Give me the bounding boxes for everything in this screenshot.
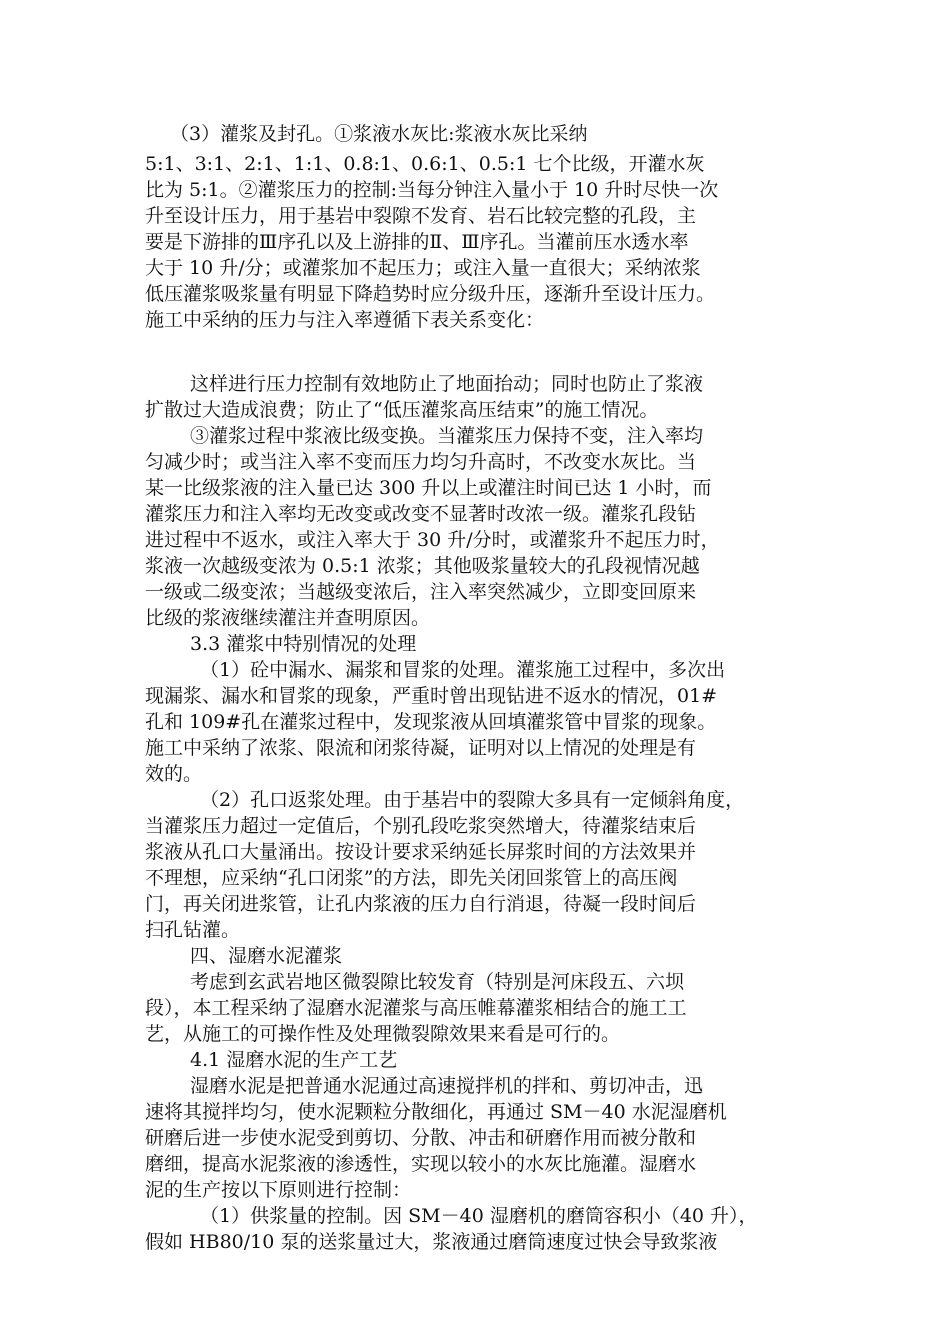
paragraph-line: 假如 HB80/10 泵的送浆量过大，浆液通过磨筒速度过快会导致浆液 [145, 1231, 718, 1253]
paragraph-line: （1）砼中漏水、漏浆和冒浆的处理。灌浆施工过程中，多次出 [200, 659, 726, 681]
paragraph-line: 浆液一次越级变浓为 0.5:1 浓浆；其他吸浆量较大的孔段视情况越 [145, 555, 700, 577]
paragraph-line: 扩散过大造成浪费；防止了“低压灌浆高压结束”的施工情况。 [145, 399, 659, 421]
paragraph-line: 湿磨水泥是把普通水泥通过高速搅拌机的拌和、剪切冲击，迅 [190, 1075, 704, 1097]
section-heading: 4.1 湿磨水泥的生产工艺 [190, 1049, 398, 1071]
paragraph-line: 段），本工程采纳了湿磨水泥灌浆与高压帷幕灌浆相结合的施工工 [145, 997, 687, 1019]
paragraph-line: 要是下游排的Ⅲ序孔以及上游排的Ⅱ、Ⅲ序孔。当灌前压水透水率 [145, 231, 689, 253]
paragraph-line: 这样进行压力控制有效地防止了地面抬动；同时也防止了浆液 [190, 373, 704, 395]
paragraph-line: 速将其搅拌均匀，使水泥颗粒分散细化，再通过 SM－40 水泥湿磨机 [145, 1101, 727, 1123]
paragraph-line: ③灌浆过程中浆液比级变换。当灌浆压力保持不变，注入率均 [190, 425, 704, 447]
paragraph-line: （2）孔口返浆处理。由于基岩中的裂隙大多具有一定倾斜角度， [200, 789, 745, 811]
paragraph-line: 5:1、3:1、2:1、1:1、0.8:1、0.6:1、0.5:1 七个比级，开灌水灰 [145, 153, 705, 175]
paragraph-line: 泥的生产按以下原则进行控制： [145, 1179, 412, 1201]
paragraph-line: 大于 10 升/分；或灌浆加不起压力；或注入量一直很大；采纳浓浆 [145, 257, 701, 279]
paragraph-line: 扫孔钻灌。 [145, 919, 241, 941]
paragraph-line: 门，再关闭进浆管，让孔内浆液的压力自行消退，待凝一段时间后 [145, 893, 697, 915]
paragraph-line: 孔和 109#孔在灌浆过程中，发现浆液从回填灌浆管中冒浆的现象。 [145, 711, 717, 733]
paragraph-line: 低压灌浆吸浆量有明显下降趋势时应分级升压，逐渐升至设计压力。 [145, 283, 716, 305]
paragraph-grouting-sealing-line: （3）灌浆及封孔。①浆液水灰比:浆液水灰比采纳 [170, 123, 588, 145]
paragraph-line: 当灌浆压力超过一定值后，个别孔段吃浆突然增大，待灌浆结束后 [145, 815, 697, 837]
paragraph-line: 考虑到玄武岩地区微裂隙比较发育（特别是河床段五、六坝 [190, 971, 685, 993]
paragraph-line: 艺，从施工的可操作性及处理微裂隙效果来看是可行的。 [145, 1023, 621, 1045]
paragraph-line: 比为 5:1。②灌浆压力的控制:当每分钟注入量小于 10 升时尽快一次 [145, 179, 719, 201]
paragraph-line: 浆液从孔口大量涌出。按设计要求采纳延长屏浆时间的方法效果并 [145, 841, 697, 863]
paragraph-line: 研磨后进一步使水泥受到剪切、分散、冲击和研磨作用而被分散和 [145, 1127, 697, 1149]
paragraph-line: 一级或二级变浓；当越级变浓后，注入率突然减少，立即变回原来 [145, 581, 697, 603]
section-heading: 3.3 灌浆中特别情况的处理 [190, 633, 417, 655]
paragraph-line: 匀减少时；或当注入率不变而压力均匀升高时，不改变水灰比。当 [145, 451, 697, 473]
paragraph-line: （1）供浆量的控制。因 SM－40 湿磨机的磨筒容积小（40 升）， [200, 1205, 758, 1227]
paragraph-line: 比级的浆液继续灌注并查明原因。 [145, 607, 431, 629]
paragraph-line: 施工中采纳的压力与注入率遵循下表关系变化： [145, 309, 545, 331]
paragraph-line: 不理想，应采纳“孔口闭浆”的方法，即先关闭回浆管上的高压阀 [145, 867, 678, 889]
paragraph-line: 升至设计压力，用于基岩中裂隙不发育、岩石比较完整的孔段，主 [145, 205, 697, 227]
section-heading: 四、湿磨水泥灌浆 [190, 945, 343, 967]
paragraph-line: 效的。 [145, 763, 203, 785]
paragraph-line: 灌浆压力和注入率均无改变或改变不显著时改浓一级。灌浆孔段钻 [145, 503, 697, 525]
paragraph-line: 进过程中不返水，或注入率大于 30 升/分时，或灌浆升不起压力时， [145, 529, 720, 551]
paragraph-line: 现漏浆、漏水和冒浆的现象，严重时曾出现钻进不返水的情况，01# [145, 685, 718, 707]
paragraph-line: 某一比级浆液的注入量已达 300 升以上或灌注时间已达 1 小时，而 [145, 477, 712, 499]
paragraph-line: 磨细，提高水泥浆液的渗透性，实现以较小的水灰比施灌。湿磨水 [145, 1153, 697, 1175]
paragraph-line: 施工中采纳了浓浆、限流和闭浆待凝，证明对以上情况的处理是有 [145, 737, 697, 759]
